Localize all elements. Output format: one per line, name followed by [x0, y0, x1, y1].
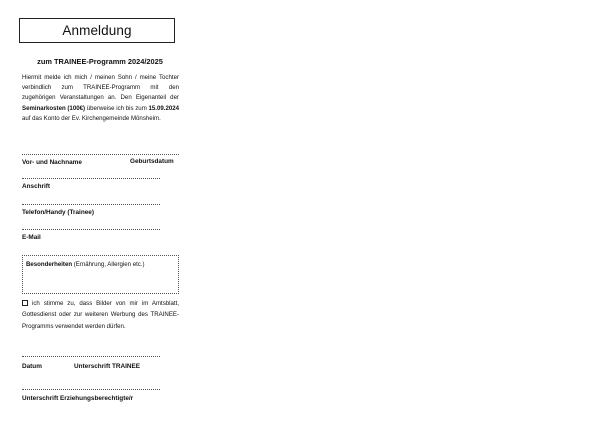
remarks-label-bold: Besonderheiten	[26, 261, 73, 268]
intro-part-2: überweise ich bis zum	[85, 104, 149, 112]
remarks-box[interactable]	[22, 255, 179, 294]
intro-seminar-costs: Seminarkosten (100€)	[22, 104, 86, 112]
form-title: Anmeldung	[62, 23, 132, 38]
date-label: Datum	[22, 363, 42, 370]
intro-part-3: auf das Konto der Ev. Kirchengemeinde Mönsheim.	[22, 114, 161, 122]
signature-trainee-label: Unterschrift TRAINEE	[74, 363, 141, 370]
consent-text	[22, 298, 179, 332]
intro-part-1: Hiermit melde ich mich / meinen Sohn / meine Tochter verbindlich zum TRAINEE-Programm mit den zugehörigen Veranstaltungen an. Den Eigenanteil der	[22, 74, 179, 102]
signature-trainee-line[interactable]	[22, 356, 160, 357]
birthdate-field-label: Geburtsdatum	[130, 158, 174, 165]
remarks-label-rest: (Ernährung, Allergien etc.)	[72, 261, 145, 268]
form-title-box	[19, 18, 175, 43]
signature-guardian-line[interactable]	[22, 389, 160, 390]
phone-field-label: Telefon/Handy (Trainee)	[22, 209, 94, 216]
phone-field-line[interactable]	[22, 204, 160, 205]
address-field-label: Anschrift	[22, 183, 51, 190]
name-field-label: Vor- und Nachname	[22, 159, 82, 166]
email-field-label: E-Mail	[22, 234, 41, 241]
signature-guardian-label: Unterschrift Erziehungsberechtigte/r	[22, 395, 134, 402]
name-field-line[interactable]	[22, 154, 179, 155]
email-field-line[interactable]	[22, 229, 160, 230]
intro-text	[22, 73, 179, 124]
intro-deadline: 15.09.2024	[148, 104, 179, 112]
form-subtitle: zum TRAINEE-Programm 2024/2025	[37, 57, 163, 66]
address-field-line[interactable]	[22, 178, 160, 179]
consent-statement: ich stimme zu, dass Bilder von mir im Amtsblatt, Gottesdienst oder zur weiteren Werbung des TRAINEE-Programms verwendet werden dürfen.	[22, 300, 179, 330]
consent-checkbox[interactable]	[22, 300, 28, 306]
remarks-label	[26, 261, 145, 268]
